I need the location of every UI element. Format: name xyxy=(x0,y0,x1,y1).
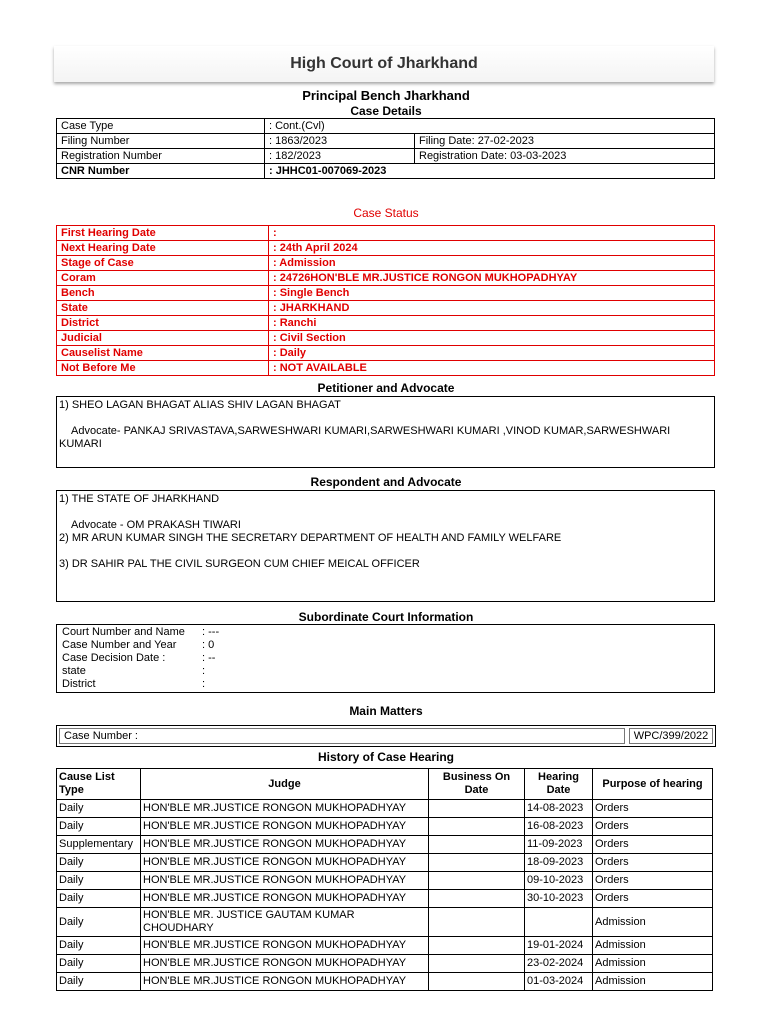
case-status-row xyxy=(57,241,715,256)
history-title: History of Case Hearing xyxy=(317,750,455,764)
history-cause-list-type: Daily xyxy=(57,818,141,836)
case-status-label: First Hearing Date xyxy=(57,226,269,241)
history-business-on-date xyxy=(429,908,525,937)
history-hearing-date[interactable]: 11-09-2023 xyxy=(525,836,593,854)
case-details-table xyxy=(56,118,715,179)
case-status-value: : Daily xyxy=(269,346,715,361)
history-purpose: Orders xyxy=(593,890,713,908)
case-status-row xyxy=(57,316,715,331)
history-business-on-date xyxy=(429,890,525,908)
history-purpose: Orders xyxy=(593,818,713,836)
history-row xyxy=(57,800,713,818)
case-type-label: Case Type xyxy=(57,119,265,134)
case-status-label: Judicial xyxy=(57,331,269,346)
history-purpose: Orders xyxy=(593,854,713,872)
petitioner-name: 1) SHEO LAGAN BHAGAT ALIAS SHIV LAGAN BHAGAT xyxy=(59,399,341,411)
case-status-row xyxy=(57,361,715,376)
subordinate-table xyxy=(59,626,219,691)
case-status-label: Bench xyxy=(57,286,269,301)
subordinate-label: Case Decision Date : xyxy=(62,652,166,664)
history-cause-list-type: Daily xyxy=(57,908,141,937)
petitioner-box xyxy=(56,396,715,468)
case-status-row xyxy=(57,346,715,361)
subordinate-row xyxy=(59,678,219,691)
main-case-number-label: Case Number : xyxy=(59,728,625,744)
history-judge: HON'BLE MR.JUSTICE RONGON MUKHOPADHYAY xyxy=(141,955,429,973)
filing-number-label: Filing Number xyxy=(57,134,265,149)
case-status-row xyxy=(57,256,715,271)
history-purpose: Admission xyxy=(593,955,713,973)
history-cause-list-type: Daily xyxy=(57,800,141,818)
case-status-table xyxy=(56,225,715,376)
case-status-label: Not Before Me xyxy=(57,361,269,376)
history-purpose: Orders xyxy=(593,872,713,890)
history-purpose: Orders xyxy=(593,836,713,854)
history-judge: HON'BLE MR.JUSTICE RONGON MUKHOPADHYAY xyxy=(141,854,429,872)
subordinate-value: : xyxy=(202,678,206,690)
filing-number-row xyxy=(57,134,715,149)
registration-row xyxy=(57,149,715,164)
subordinate-value: : --- xyxy=(202,626,220,638)
filing-number-value: : 1863/2023 xyxy=(265,134,415,149)
case-status-label: Next Hearing Date xyxy=(57,241,269,256)
respondent-box xyxy=(56,490,715,602)
registration-number-label: Registration Number xyxy=(57,149,265,164)
registration-number-value: : 182/2023 xyxy=(265,149,415,164)
history-judge: HON'BLE MR.JUSTICE RONGON MUKHOPADHYAY xyxy=(141,973,429,991)
history-judge: HON'BLE MR.JUSTICE RONGON MUKHOPADHYAY xyxy=(141,937,429,955)
subordinate-value: : -- xyxy=(202,652,216,664)
history-judge: HON'BLE MR.JUSTICE RONGON MUKHOPADHYAY xyxy=(141,890,429,908)
subordinate-label: Court Number and Name xyxy=(62,626,185,638)
case-type-row xyxy=(57,119,715,134)
subordinate-box xyxy=(56,624,715,693)
case-status-value: : NOT AVAILABLE xyxy=(269,361,715,376)
case-status-label: District xyxy=(57,316,269,331)
history-judge: HON'BLE MR.JUSTICE RONGON MUKHOPADHYAY xyxy=(141,818,429,836)
history-hearing-date[interactable]: 19-01-2024 xyxy=(525,937,593,955)
subordinate-title: Subordinate Court Information xyxy=(298,610,474,624)
history-row xyxy=(57,872,713,890)
history-business-on-date xyxy=(429,836,525,854)
main-matters-title: Main Matters xyxy=(349,704,423,718)
history-row xyxy=(57,818,713,836)
subordinate-row xyxy=(59,626,219,639)
history-business-on-date xyxy=(429,800,525,818)
history-business-on-date xyxy=(429,973,525,991)
history-hearing-date[interactable]: 14-08-2023 xyxy=(525,800,593,818)
main-matters-box xyxy=(56,725,716,747)
case-status-value: : Ranchi xyxy=(269,316,715,331)
petitioner-title: Petitioner and Advocate xyxy=(317,381,455,395)
case-type-value: : Cont.(Cvl) xyxy=(265,119,715,134)
history-row xyxy=(57,955,713,973)
case-status-row xyxy=(57,271,715,286)
subordinate-value: : 0 xyxy=(202,639,215,651)
history-purpose: Orders xyxy=(593,800,713,818)
history-business-on-date xyxy=(429,818,525,836)
filing-date: Filing Date: 27-02-2023 xyxy=(415,134,715,149)
case-status-label: State xyxy=(57,301,269,316)
history-hearing-date[interactable]: 23-02-2024 xyxy=(525,955,593,973)
history-judge: HON'BLE MR.JUSTICE RONGON MUKHOPADHYAY xyxy=(141,836,429,854)
cnr-label: CNR Number xyxy=(57,164,265,179)
page-title: High Court of Jharkhand xyxy=(290,55,478,72)
case-status-title: Case Status xyxy=(353,206,419,220)
history-row xyxy=(57,854,713,872)
case-status-value: : 24th April 2024 xyxy=(269,241,715,256)
history-purpose: Admission xyxy=(593,973,713,991)
history-cause-list-type: Daily xyxy=(57,872,141,890)
cnr-row xyxy=(57,164,715,179)
history-business-on-date xyxy=(429,872,525,890)
respondent-1: 1) THE STATE OF JHARKHAND xyxy=(59,493,220,505)
subordinate-value: : xyxy=(202,665,206,677)
case-status-label: Causelist Name xyxy=(57,346,269,361)
history-cause-list-type: Supplementary xyxy=(57,836,141,854)
history-row xyxy=(57,890,713,908)
history-purpose: Admission xyxy=(593,937,713,955)
history-judge: HON'BLE MR.JUSTICE RONGON MUKHOPADHYAY xyxy=(141,800,429,818)
case-status-row xyxy=(57,226,715,241)
case-status-value: : Civil Section xyxy=(269,331,715,346)
history-judge: HON'BLE MR.JUSTICE RONGON MUKHOPADHYAY xyxy=(141,872,429,890)
history-header-row xyxy=(57,769,713,800)
subordinate-label: state xyxy=(62,665,86,677)
history-judge: HON'BLE MR. JUSTICE GAUTAM KUMAR CHOUDHARY xyxy=(141,908,429,937)
case-details-title: Case Details xyxy=(350,104,422,118)
history-row xyxy=(57,937,713,955)
history-cause-list-type: Daily xyxy=(57,937,141,955)
history-cause-list-type: Daily xyxy=(57,890,141,908)
subordinate-label: Case Number and Year xyxy=(62,639,177,651)
header-business-on-date: Business On Date xyxy=(429,769,525,800)
history-business-on-date xyxy=(429,937,525,955)
case-status-value: : xyxy=(269,226,715,241)
history-row xyxy=(57,836,713,854)
header-judge: Judge xyxy=(141,769,429,800)
header-hearing-date: Hearing Date xyxy=(525,769,593,800)
history-row xyxy=(57,973,713,991)
case-status-value: : Admission xyxy=(269,256,715,271)
respondent-title: Respondent and Advocate xyxy=(310,475,462,489)
history-cause-list-type: Daily xyxy=(57,955,141,973)
subordinate-row xyxy=(59,665,219,678)
case-status-value: : Single Bench xyxy=(269,286,715,301)
case-status-value: : JHARKHAND xyxy=(269,301,715,316)
case-status-row xyxy=(57,301,715,316)
history-table xyxy=(56,768,713,991)
history-hearing-date[interactable]: 18-09-2023 xyxy=(525,854,593,872)
petitioner-advocate: Advocate- PANKAJ SRIVASTAVA,SARWESHWARI KUMARI,SARWESHWARI KUMARI ,VINOD KUMAR,SARWESHWARI KUMARI xyxy=(59,425,671,450)
page-header xyxy=(54,46,714,82)
history-row xyxy=(57,908,713,937)
respondent-advocate: Advocate - OM PRAKASH TIWARI xyxy=(71,519,241,531)
case-status-label: Coram xyxy=(57,271,269,286)
registration-date: Registration Date: 03-03-2023 xyxy=(415,149,715,164)
history-cause-list-type: Daily xyxy=(57,973,141,991)
history-business-on-date xyxy=(429,854,525,872)
case-status-value: : 24726HON'BLE MR.JUSTICE RONGON MUKHOPADHYAY xyxy=(269,271,715,286)
main-case-number-value[interactable]: WPC/399/2022 xyxy=(629,728,713,744)
case-status-label: Stage of Case xyxy=(57,256,269,271)
subordinate-row xyxy=(59,639,219,652)
history-business-on-date xyxy=(429,955,525,973)
header-purpose: Purpose of hearing xyxy=(593,769,713,800)
respondent-2: 2) MR ARUN KUMAR SINGH THE SECRETARY DEPARTMENT OF HEALTH AND FAMILY WELFARE xyxy=(59,532,562,544)
history-hearing-date[interactable]: 30-10-2023 xyxy=(525,890,593,908)
header-cause-list-type: Cause List Type xyxy=(57,769,141,800)
subordinate-row xyxy=(59,652,219,665)
case-status-row xyxy=(57,286,715,301)
history-hearing-date[interactable]: 09-10-2023 xyxy=(525,872,593,890)
case-status-row xyxy=(57,331,715,346)
history-cause-list-type: Daily xyxy=(57,854,141,872)
history-hearing-date[interactable]: 16-08-2023 xyxy=(525,818,593,836)
history-hearing-date[interactable]: 01-03-2024 xyxy=(525,973,593,991)
subordinate-label: District xyxy=(62,678,96,690)
history-hearing-date[interactable] xyxy=(525,908,593,937)
bench-title: Principal Bench Jharkhand xyxy=(302,88,470,103)
respondent-3: 3) DR SAHIR PAL THE CIVIL SURGEON CUM CHIEF MEICAL OFFICER xyxy=(59,558,420,570)
cnr-value: : JHHC01-007069-2023 xyxy=(265,164,715,179)
history-purpose: Admission xyxy=(593,908,713,937)
